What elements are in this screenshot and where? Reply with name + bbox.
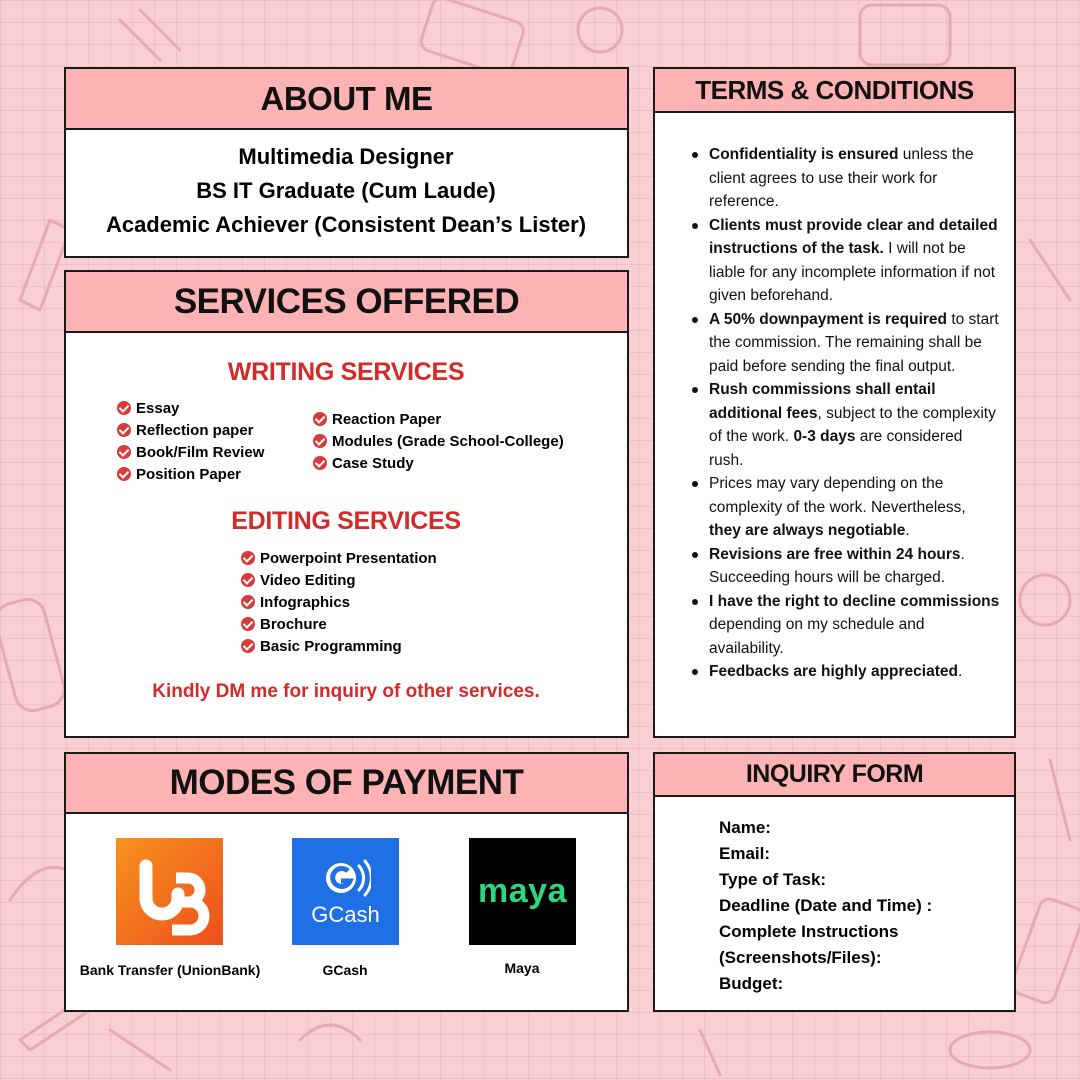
inquiry-field-deadline: Deadline (Date and Time) : — [719, 896, 933, 915]
check-icon — [241, 573, 255, 587]
inquiry-fields — [719, 815, 932, 997]
check-icon — [313, 434, 327, 448]
terms-item: Prices may vary depending on the complexity of the work. Nevertheless, they are always negotiable. — [670, 472, 1000, 543]
maya-logo — [469, 838, 576, 945]
inquiry-header — [653, 752, 1016, 797]
unionbank-label: Bank Transfer (UnionBank) — [79, 962, 261, 978]
check-icon — [117, 401, 131, 415]
gcash-icon — [321, 856, 371, 900]
services-header — [64, 270, 629, 333]
inquiry-field-instructions: Complete Instructions — [719, 922, 899, 941]
editing-services-list — [241, 547, 437, 657]
list-item: Position Paper — [117, 463, 264, 485]
terms-list — [670, 143, 1000, 684]
inquiry-field-instructions-files: (Screenshots/Files): — [719, 948, 882, 967]
check-icon — [241, 551, 255, 565]
terms-item: Confidentiality is ensured unless the client agrees to use their work for reference. — [670, 143, 1000, 214]
inquiry-title: INQUIRY FORM — [745, 760, 924, 788]
terms-item: Revisions are free within 24 hours. Succeeding hours will be charged. — [670, 543, 1000, 590]
check-icon — [241, 617, 255, 631]
unionbank-logo — [116, 838, 223, 945]
list-item: Case Study — [313, 452, 564, 474]
about-title: ABOUT ME — [260, 79, 433, 117]
inquiry-field-budget: Budget: — [719, 974, 784, 993]
inquiry-field-task-type: Type of Task: — [719, 870, 827, 889]
about-lines — [66, 140, 626, 242]
terms-header — [653, 67, 1016, 113]
terms-title: TERMS & CONDITIONS — [695, 74, 974, 105]
list-item: Basic Programming — [241, 635, 437, 657]
gcash-logo-text: GCash — [311, 901, 380, 927]
check-icon — [117, 467, 131, 481]
writing-services-right-list — [313, 408, 564, 474]
terms-item: I have the right to decline commissions depending on my schedule and availability. — [670, 590, 1000, 661]
maya-label: Maya — [504, 960, 540, 976]
editing-services-heading: EDITING SERVICES — [231, 507, 461, 535]
list-item: Reaction Paper — [313, 408, 564, 430]
terms-item: Feedbacks are highly appreciated. — [670, 660, 1000, 684]
list-item: Video Editing — [241, 569, 437, 591]
check-icon — [117, 423, 131, 437]
about-header — [64, 67, 629, 130]
gcash-logo — [292, 838, 399, 945]
check-icon — [241, 639, 255, 653]
about-line-role: Multimedia Designer — [238, 144, 454, 169]
list-item: Powerpoint Presentation — [241, 547, 437, 569]
inquiry-field-name: Name: — [719, 818, 771, 837]
writing-services-heading: WRITING SERVICES — [227, 358, 465, 386]
list-item: Modules (Grade School-College) — [313, 430, 564, 452]
gcash-label: GCash — [322, 962, 368, 978]
about-line-achievement: Academic Achiever (Consistent Dean’s Lister) — [105, 212, 587, 237]
dm-inquiry-note: Kindly DM me for inquiry of other services. — [152, 681, 540, 702]
check-icon — [241, 595, 255, 609]
list-item: Reflection paper — [117, 419, 264, 441]
list-item: Infographics — [241, 591, 437, 613]
payment-header — [64, 752, 629, 814]
terms-item: Rush commissions shall entail additional fees, subject to the complexity of the work. 0-3 days are considered rush. — [670, 378, 1000, 472]
inquiry-field-email: Email: — [719, 844, 771, 863]
about-line-degree: BS IT Graduate (Cum Laude) — [196, 178, 496, 203]
check-icon — [117, 445, 131, 459]
payment-title: MODES OF PAYMENT — [169, 763, 524, 802]
services-title: SERVICES OFFERED — [173, 281, 520, 321]
maya-logo-text: maya — [478, 872, 567, 910]
writing-services-left-list — [117, 397, 264, 485]
check-icon — [313, 412, 327, 426]
unionbank-icon — [116, 838, 223, 945]
terms-item: Clients must provide clear and detailed instructions of the task. I will not be liable for any incomplete information if not given beforehand. — [670, 214, 1000, 308]
list-item: Essay — [117, 397, 264, 419]
list-item: Book/Film Review — [117, 441, 264, 463]
check-icon — [313, 456, 327, 470]
list-item: Brochure — [241, 613, 437, 635]
terms-item: A 50% downpayment is required to start the commission. The remaining shall be paid before sending the final output. — [670, 308, 1000, 379]
